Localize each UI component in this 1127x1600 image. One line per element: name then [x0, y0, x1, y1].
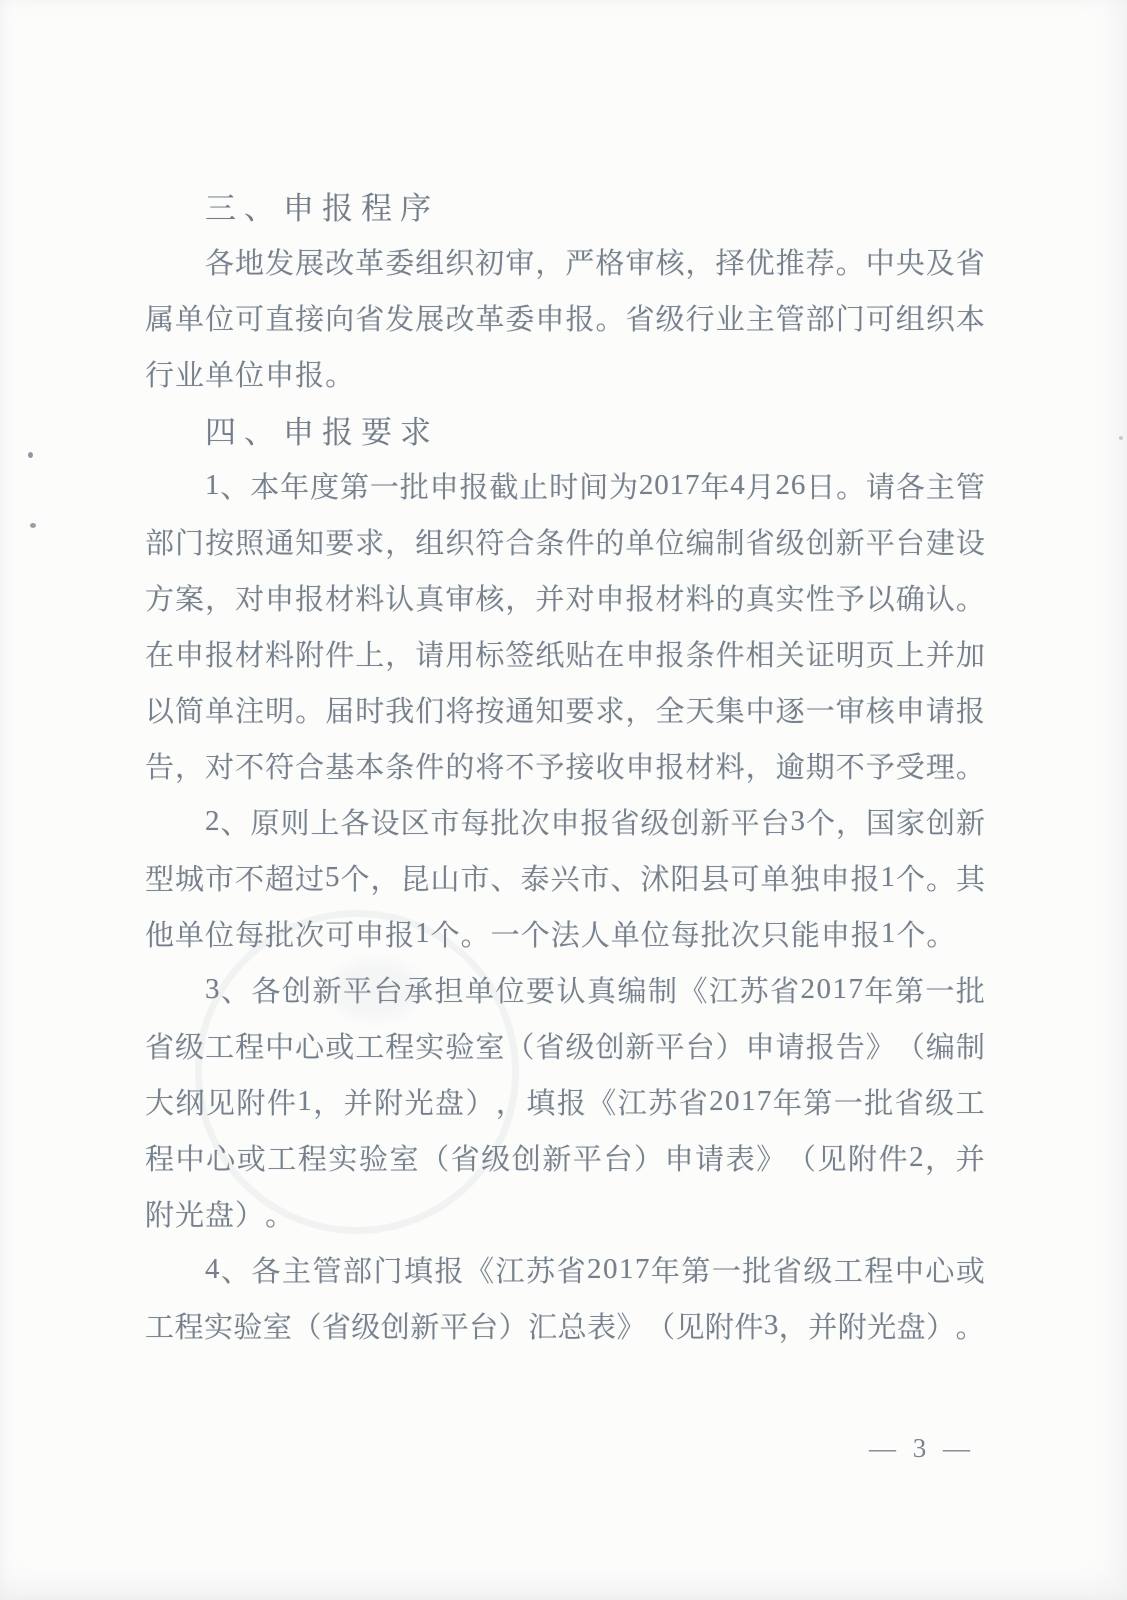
text-line: 1 、 本 年 度 第 一 批 申 报 截 止 时 间 为 2 0 1 7 年 4 月 2 6 日 。 请 各 主 管	[205, 468, 985, 504]
page-number: — 3 —	[869, 1433, 975, 1463]
text-line: 3 、 各 创 新 平 台 承 担 单 位 要 认 真 编 制 《 江 苏 省 2 0 1 7 年 第 一 批	[205, 972, 985, 1008]
scan-speck	[30, 523, 36, 528]
text-line: 程 中 心 或 工 程 实 验 室 （ 省 级 创 新 平 台 ） 申 请 表 》 （ 见 附 件 2 ， 并	[145, 1140, 985, 1176]
section-heading: 四 、 申 报 要 求	[205, 414, 431, 450]
text-line: 4 、 各 主 管 部 门 填 报 《 江 苏 省 2 0 1 7 年 第 一 批 省 级 工 程 中 心 或	[205, 1252, 985, 1288]
text-line: 2 、 原 则 上 各 设 区 市 每 批 次 申 报 省 级 创 新 平 台 3 个 ， 国 家 创 新	[205, 804, 985, 840]
text-line: 省 级 工 程 中 心 或 工 程 实 验 室 （ 省 级 创 新 平 台 ） 申 请 报 告 》 （ 编 制	[145, 1031, 985, 1064]
text-line: 行 业 单 位 申 报 。	[145, 359, 355, 392]
text-line: 各 地 发 展 改 革 委 组 织 初 审 ， 严 格 审 核 ， 择 优 推 荐 。 中 央 及 省	[205, 247, 985, 280]
text-line: 大 纲 见 附 件 1 ， 并 附 光 盘 ） ， 填 报 《 江 苏 省 2 0 1 7 年 第 一 批 省 级 工	[145, 1084, 985, 1120]
section-heading: 三 、 申 报 程 序	[205, 190, 431, 226]
text-line: 型 城 市 不 超 过 5 个 ， 昆 山 市 、 泰 兴 市 、 沭 阳 县 可 单 独 申 报 1 个 。 其	[145, 860, 985, 896]
text-line: 以 简 单 注 明 。 届 时 我 们 将 按 通 知 要 求 ， 全 天 集 中 逐 一 审 核 申 请 报	[145, 695, 985, 728]
text-line: 附 光 盘 ） 。	[145, 1199, 295, 1232]
scan-speck	[28, 452, 33, 458]
scan-speck	[1119, 436, 1123, 440]
text-line: 他 单 位 每 批 次 可 申 报 1 个 。 一 个 法 人 单 位 每 批 次 只 能 申 报 1 个 。	[145, 916, 956, 952]
text-line: 在 申 报 材 料 附 件 上 ， 请 用 标 签 纸 贴 在 申 报 条 件 相 关 证 明 页 上 并 加	[145, 639, 985, 672]
text-line: 方 案 ， 对 申 报 材 料 认 真 审 核 ， 并 对 申 报 材 料 的 真 实 性 予 以 确 认 。	[145, 583, 985, 616]
text-line: 工 程 实 验 室 （ 省 级 创 新 平 台 ） 汇 总 表 》 （ 见 附 件 3 ， 并 附 光 盘 ） 。	[145, 1308, 985, 1344]
text-line: 属 单 位 可 直 接 向 省 发 展 改 革 委 申 报 。 省 级 行 业 主 管 部 门 可 组 织 本	[145, 303, 985, 336]
text-line: 告 ， 对 不 符 合 基 本 条 件 的 将 不 予 接 收 申 报 材 料 ， 逾 期 不 予 受 理 。	[145, 751, 985, 784]
text-line: 部 门 按 照 通 知 要 求 ， 组 织 符 合 条 件 的 单 位 编 制 省 级 创 新 平 台 建 设	[145, 527, 985, 560]
document-body	[145, 177, 985, 1353]
